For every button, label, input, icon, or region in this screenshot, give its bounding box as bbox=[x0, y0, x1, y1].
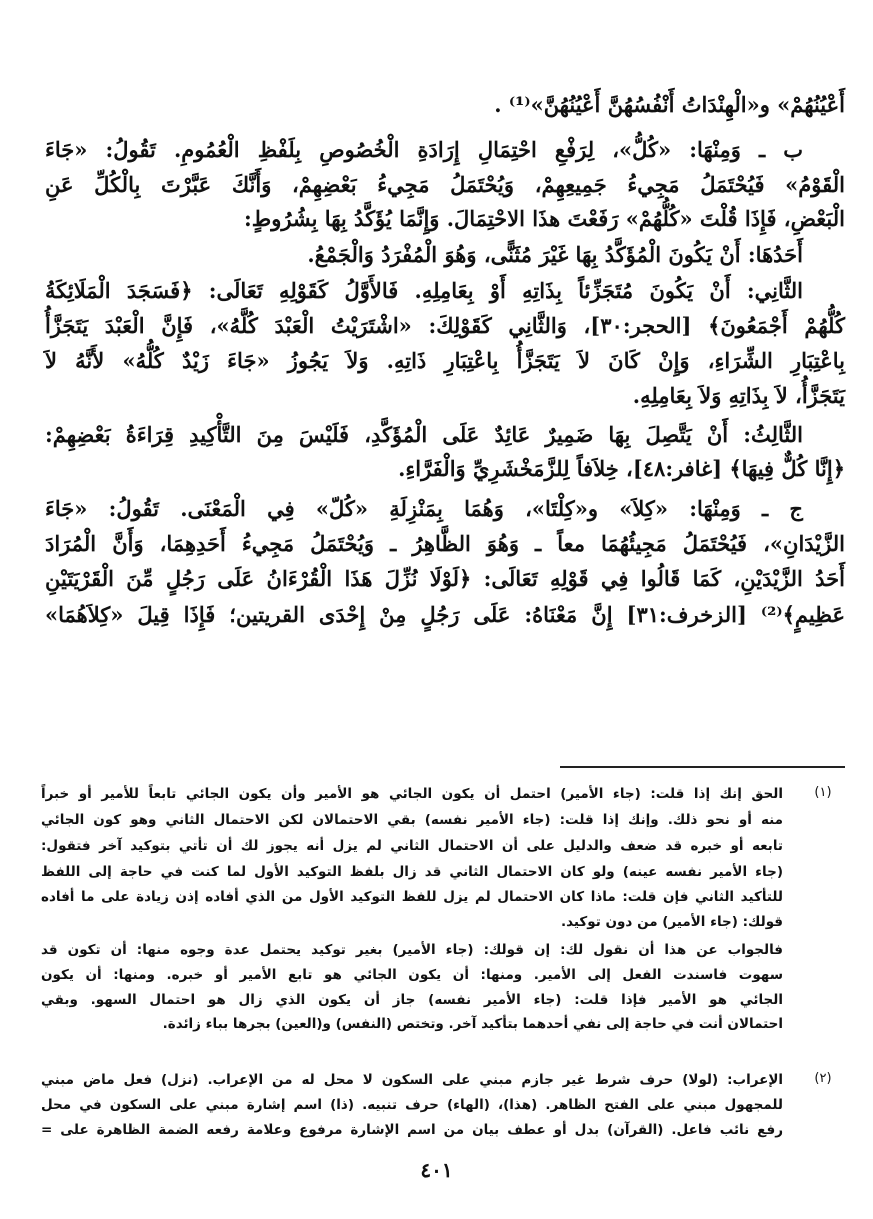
text-line: أَعْيُنُهُمْ» و«الْهِنْدَاتُ أَنْفُسُهُنَّ أَعْيُنُهُنَّ»⁽¹⁾ . bbox=[494, 92, 845, 117]
footnote-line: سهوت فاسندت الفعل إلى الأمير. ومنها: أن يكون الجائي هو تابع الأمير أو خبره. ومنها: أن يكون bbox=[41, 967, 783, 983]
text-line: ب ـ وَمِنْهَا: «كُلُّ»، لِرَفْعِ احْتِمَالِ إِرَادَةِ الْخُصُوصِ بِلَفْظِ الْعُمُومِ. تَقُولُ: «جَاءَ bbox=[45, 137, 803, 162]
text-line: الْبَعْضِ، فَإِذَا قُلْتَ «كُلُّهُمْ» رَفَعْتَ هذَا الاحْتِمَالَ. وَإِنَّمَا يُؤَكَّدُ بِهَا بِشُرُوطٍ: bbox=[244, 206, 845, 231]
text-line: الزَّيْدَانِ»، فَيُحْتَمَلُ مَجِيئُهُمَا معاً ـ وَهُوَ الظَّاهِرُ ـ وَيُحْتَمَلُ مَجِيءُ أَحَدِهِمَا، وَأَنَّ الْمُرَادَ bbox=[45, 531, 845, 556]
text-line: ج ـ وَمِنْهَا: «كِلاَ» و«كِلْتَا»، وَهُمَا بِمَنْزِلَةِ «كُلّ» فِي الْمَعْنَى. تَقُولُ: «جَاءَ bbox=[45, 496, 803, 521]
text-line: الثَّالِثُ: أَنْ يَتَّصِلَ بِهَا ضَمِيرٌ عَائِدٌ عَلَى الْمُؤَكَّدِ، فَلَيْسَ مِنَ التَّأْكِيدِ قِرَاءَةُ بَعْضِهِمْ: bbox=[45, 422, 803, 447]
text-line: عَظِيمٍ﴾⁽²⁾ [الزخرف:٣١] إِنَّ مَعْنَاهُ: عَلَى رَجُلٍ مِنْ إِحْدَى القريتين؛ فَإِذَا قِيلَ «كِلاَهُمَا» bbox=[45, 602, 845, 627]
footnote-line: قولك: (جاء الأمير) من دون توكيد. bbox=[561, 914, 783, 930]
text-line: أَحَدُهَا: أَنْ يَكُونَ الْمُؤَكَّدُ بِهَا غَيْرَ مُثَنًّى، وَهُوَ الْمُفْرَدُ وَالْجَمْعُ. bbox=[307, 242, 803, 267]
footnote-line: للمجهول مبني على الفتح الظاهر. (هذا)، (الهاء) حرف تنبيه. (ذا) اسم إشارة مبني على السكون في محل bbox=[41, 1097, 783, 1113]
footnote-line: الحق إنك إذا قلت: (جاء الأمير) احتمل أن يكون الجائي هو الأمير وأن يكون الجائي تابعاً للأمير أو خبراً bbox=[41, 786, 783, 802]
text-line: أَحَدُ الزَّيْدَيْنِ، كَمَا قَالُوا فِي قَوْلِهِ تَعَالَى: ﴿لَوْلَا نُزِّلَ هَذَا الْقُرْءَانُ عَلَى رَجُلٍ مِّنَ الْقَرْيَتَيْنِ bbox=[45, 566, 845, 591]
text-line: كُلُّهُمْ أَجْمَعُونَ﴾ [الحجر:٣٠]، وَالثَّانِي كَقَوْلِكَ: «اشْتَرَيْتُ الْعَبْدَ كُلَّهُ»، فَإِنَّ الْعَبْدَ يَتَجَزَّأُ bbox=[45, 313, 846, 338]
footnote-number: (١) bbox=[814, 785, 832, 800]
text-line: يَتَجَزَّأُ، لاَ بِذَاتِهِ وَلاَ بِعَامِلِهِ. bbox=[632, 383, 845, 408]
text-line: بِاعْتِبَارِ الشِّرَاءِ، وَإِنْ كَانَ لاَ يَتَجَزَّأُ بِاعْتِبَارِ ذَاتِهِ. وَلاَ يَجُوزُ «جَاءَ زَيْدٌ كُلُّهُ» لأَنَّهُ لاَ bbox=[45, 348, 845, 373]
footnote-separator bbox=[560, 766, 845, 768]
text-line: الثَّانِي: أَنْ يَكُونَ مُتَجَزِّئاً بِذَاتِهِ أَوْ بِعَامِلِهِ. فَالأَوَّلُ كَقَوْلِهِ تَعَالَى: ﴿فَسَجَدَ الْمَلَائِكَةُ bbox=[45, 278, 803, 303]
footnote-line: الجائي هو الأمير فإذا قلت: (جاء الأمير نفسه) جاز أن يكون الذي زال هو احتمال السهو. وبقي bbox=[41, 992, 783, 1008]
text-line: الْقَوْمُ» فَيُحْتَمَلُ مَجِيءُ جَمِيعِهِمْ، وَيُحْتَمَلُ مَجِيءُ بَعْضِهِمْ، وَأَنَّكَ عَبَّرْتَ بِالْكُلِّ عَنِ bbox=[45, 172, 845, 197]
footnote-line: للتأكيد الثاني فإن قلت: ماذا كان الاحتمال لم يزل للفظ التوكيد الأول من الذي أفاده إذن زيادة على ما أفاده bbox=[41, 889, 783, 905]
footnote-line: (جاء الأمير نفسه عينه) ولو كان الاحتمال الثاني قد زال بلفظ التوكيد الأول لما كنت في حاجة إلى اللفظ bbox=[41, 864, 783, 880]
footnote-line: تابعه أو خبره قد ضعف والدليل على أن الاحتمال الثاني لم يزل أنه يجوز لك أن تأتي بتوكيد آخر فتقول: bbox=[41, 838, 783, 854]
footnote-number: (٢) bbox=[814, 1071, 832, 1086]
text-line: ﴿إِنَّا كُلٌّ فِيهَا﴾ [غافر:٤٨]، خِلاَفاً لِلزَّمَخْشَرِيِّ وَالْفَرَّاءِ. bbox=[398, 456, 845, 481]
page-number: ٤٠١ bbox=[420, 1158, 453, 1182]
footnote-line: احتمالان أنت في حاجة إلى نفي أحدهما بتأكيد آخر. وتختص (النفس) و(العين) بجرها بباء زائدة. bbox=[162, 1016, 783, 1032]
footnote-line: منه أو نحو ذلك. وإنك إذا قلت: (جاء الأمير نفسه) بقي الاحتمالان لكن الاحتمال الثاني وهو كون الجائي bbox=[41, 812, 783, 828]
footnote-line: رفع نائب فاعل. (القرآن) بدل أو عطف بيان من اسم الإشارة مرفوع وعلامة رفعه الضمة الظاهرة على = bbox=[41, 1122, 783, 1138]
footnote-line: الإعراب: (لولا) حرف شرط غير جازم مبني على السكون لا محل له من الإعراب. (نزل) فعل ماض مبني bbox=[41, 1072, 783, 1088]
footnote-line: فالجواب عن هذا أن نقول لك: إن قولك: (جاء الأمير) بغير توكيد يحتمل عدة وجوه منها: أن تكون قد bbox=[41, 942, 783, 958]
